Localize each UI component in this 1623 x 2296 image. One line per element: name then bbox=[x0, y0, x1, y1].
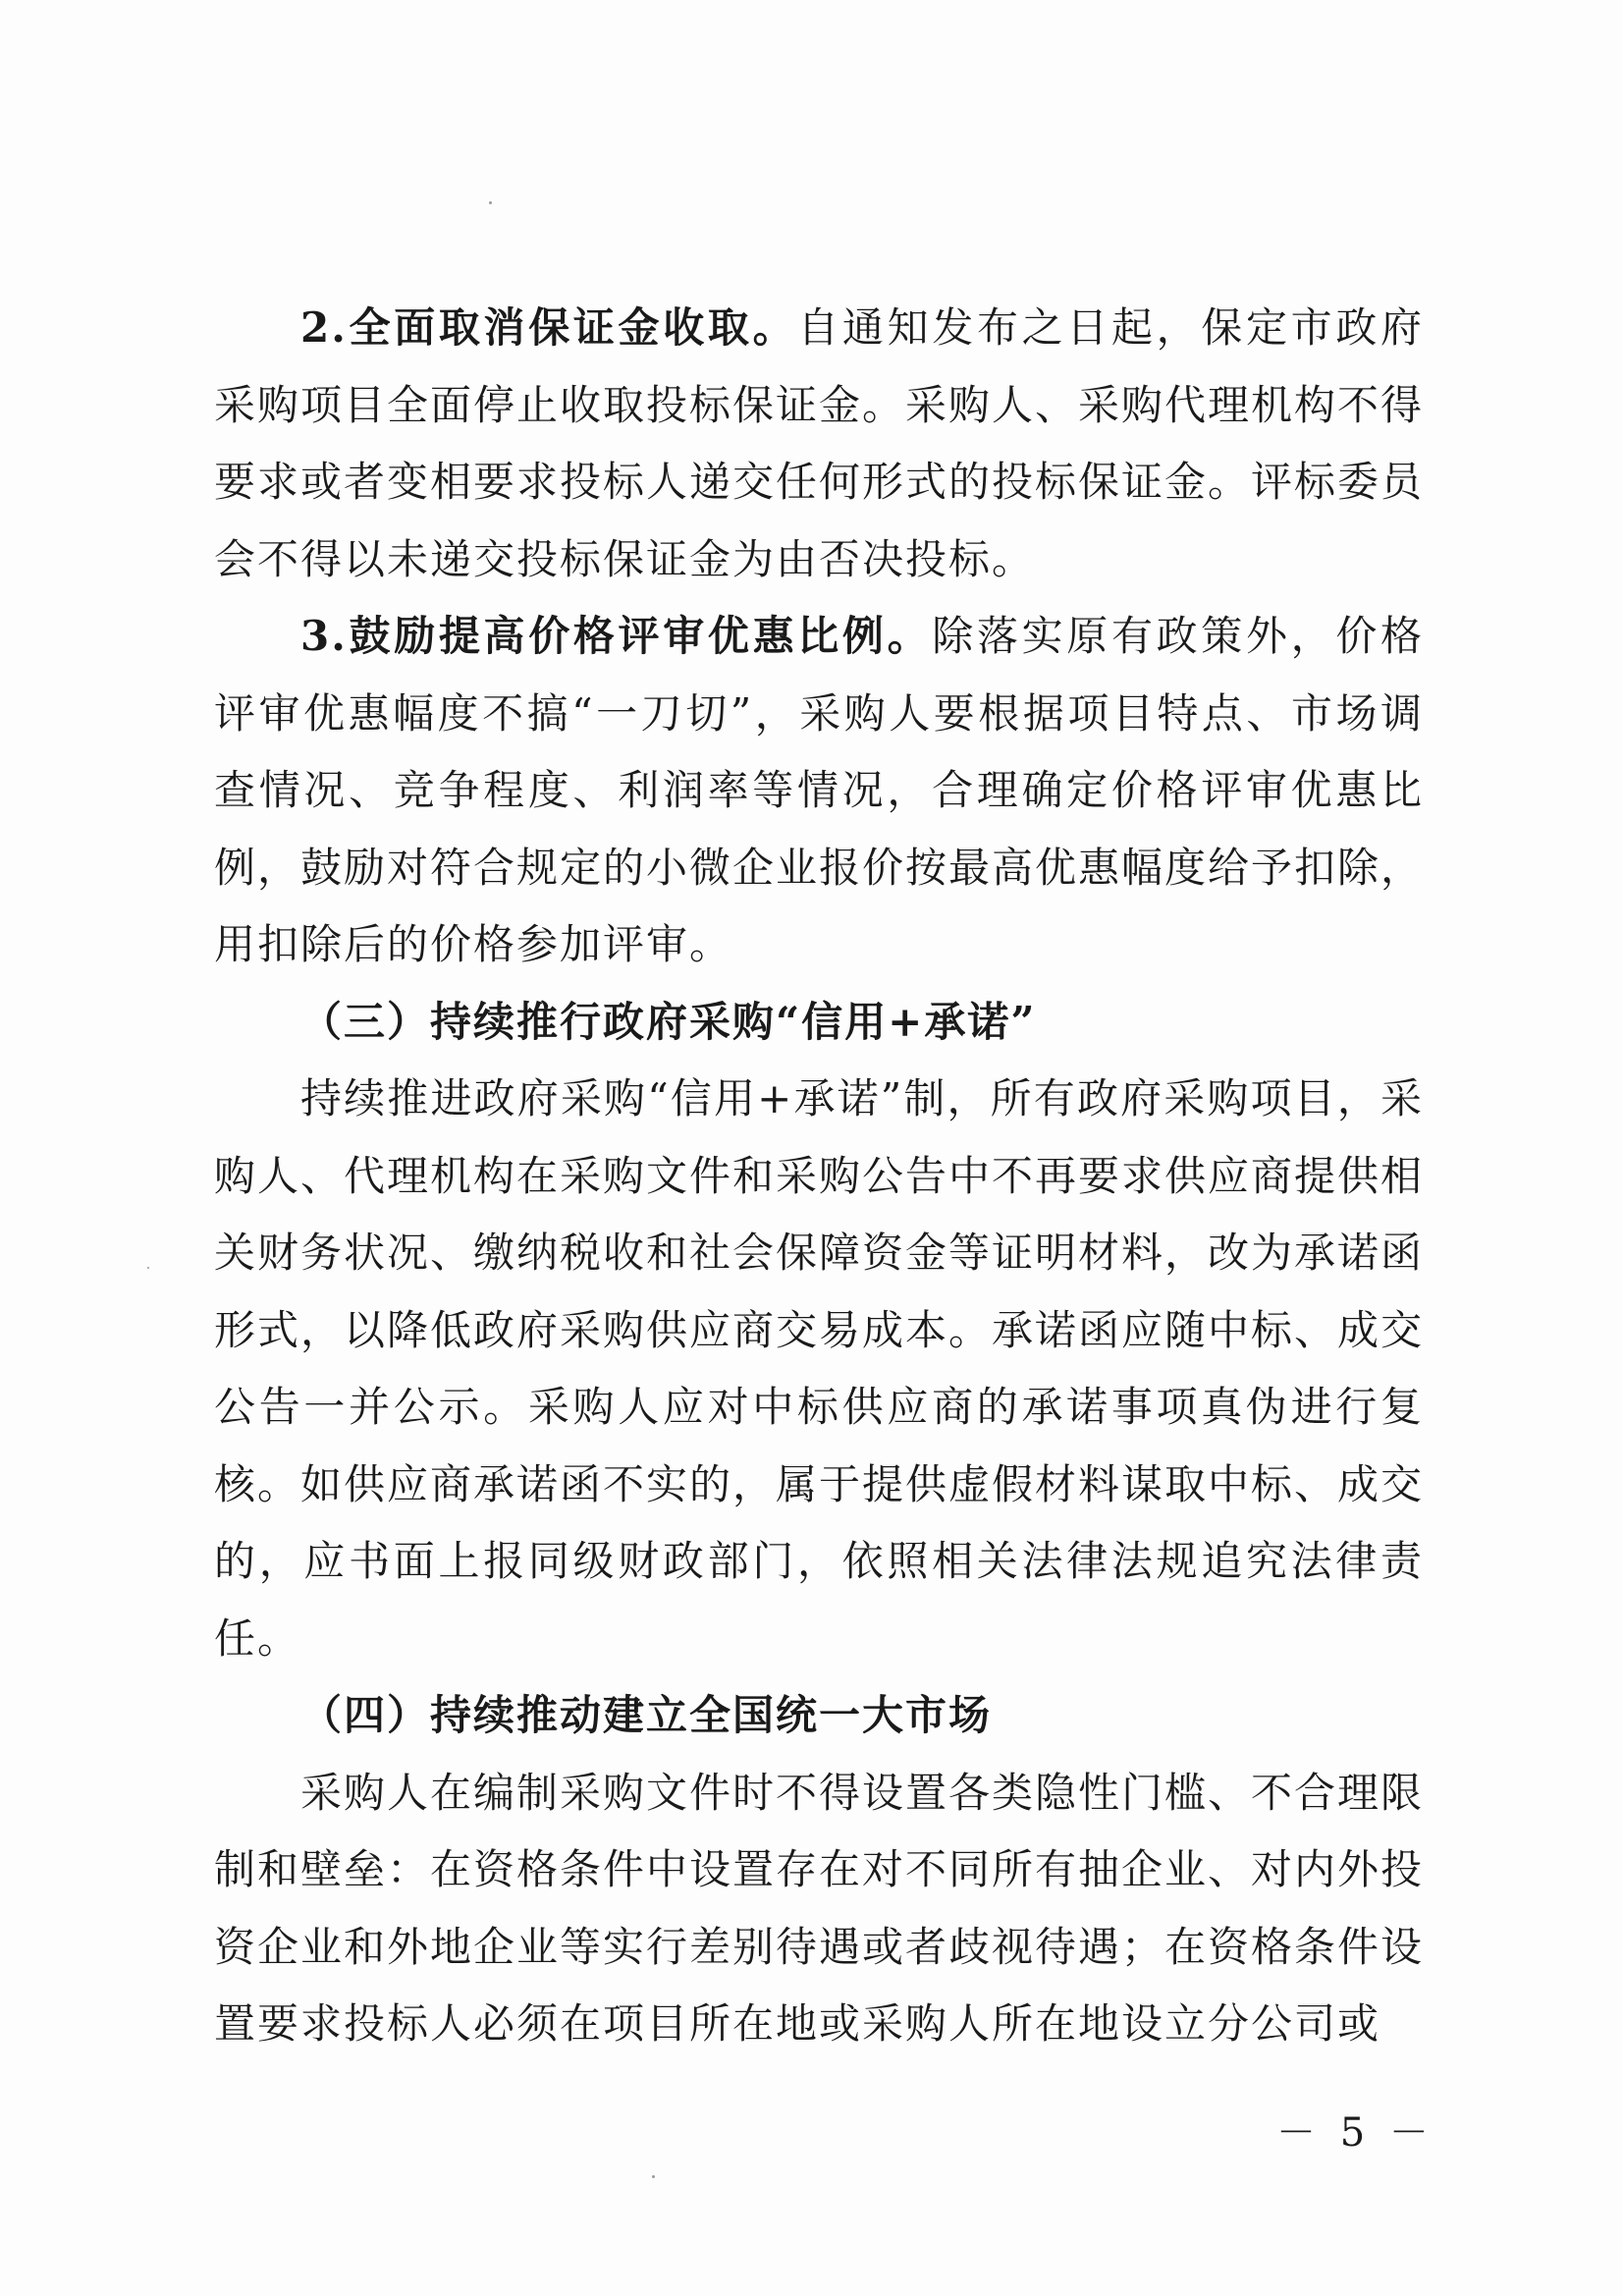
paragraph-deposit bbox=[214, 290, 1424, 598]
section-heading-market: （四）持续推动建立全国统一大市场 bbox=[300, 1691, 993, 1739]
page-number: － 5 － bbox=[1276, 2110, 1434, 2156]
scan-speck bbox=[489, 201, 492, 204]
paragraph-price-review bbox=[214, 598, 1424, 984]
paragraph-lead: 2.全面取消保证金收取。 bbox=[300, 303, 798, 352]
document-body bbox=[214, 290, 1424, 2063]
scan-speck bbox=[147, 1267, 149, 1269]
paragraph-lead: 3.鼓励提高价格评审优惠比例。 bbox=[300, 612, 933, 660]
paragraph-text: 自通知发布之日起，保定市政府采购项目全面停止收取投标保证金。采购人、采购代理机构不得要求或者变相要求投标人递交任何形式的投标保证金。评标委员会不得以未递交投标保证金为由否决投标。 bbox=[214, 303, 1425, 583]
paragraph-text: 除落实原有政策外，价格评审优惠幅度不搞“一刀切”，采购人要根据项目特点、市场调查情况、竞争程度、利润率等情况，合理确定价格评审优惠比例，鼓励对符合规定的小微企业报价按最高优惠幅度给予扣除，用扣除后的价格参加评审。 bbox=[214, 612, 1425, 968]
section-heading-credit: （三）持续推行政府采购“信用+承诺” bbox=[300, 997, 1037, 1046]
paragraph-credit: 持续推进政府采购“信用+承诺”制，所有政府采购项目，采购人、代理机构在采购文件和采购公告中不再要求供应商提供相关财务状况、缴纳税收和社会保障资金等证明材料，改为承诺函形式，以降低政府采购供应商交易成本。承诺函应随中标、成交公告一并公示。采购人应对中标供应商的承诺事项真伪进行复核。如供应商承诺函不实的，属于提供虚假材料谋取中标、成交的，应书面上报同级财政部门，依照相关法律法规追究法律责任。 bbox=[214, 1074, 1425, 1663]
scan-speck bbox=[652, 2175, 655, 2178]
paragraph-market: 采购人在编制采购文件时不得设置各类隐性门槛、不合理限制和壁垒：在资格条件中设置存在对不同所有抽企业、对内外投资企业和外地企业等实行差别待遇或者歧视待遇；在资格条件设置要求投标人必须在项目所在地或采购人所在地设立分公司或 bbox=[214, 1768, 1425, 2048]
